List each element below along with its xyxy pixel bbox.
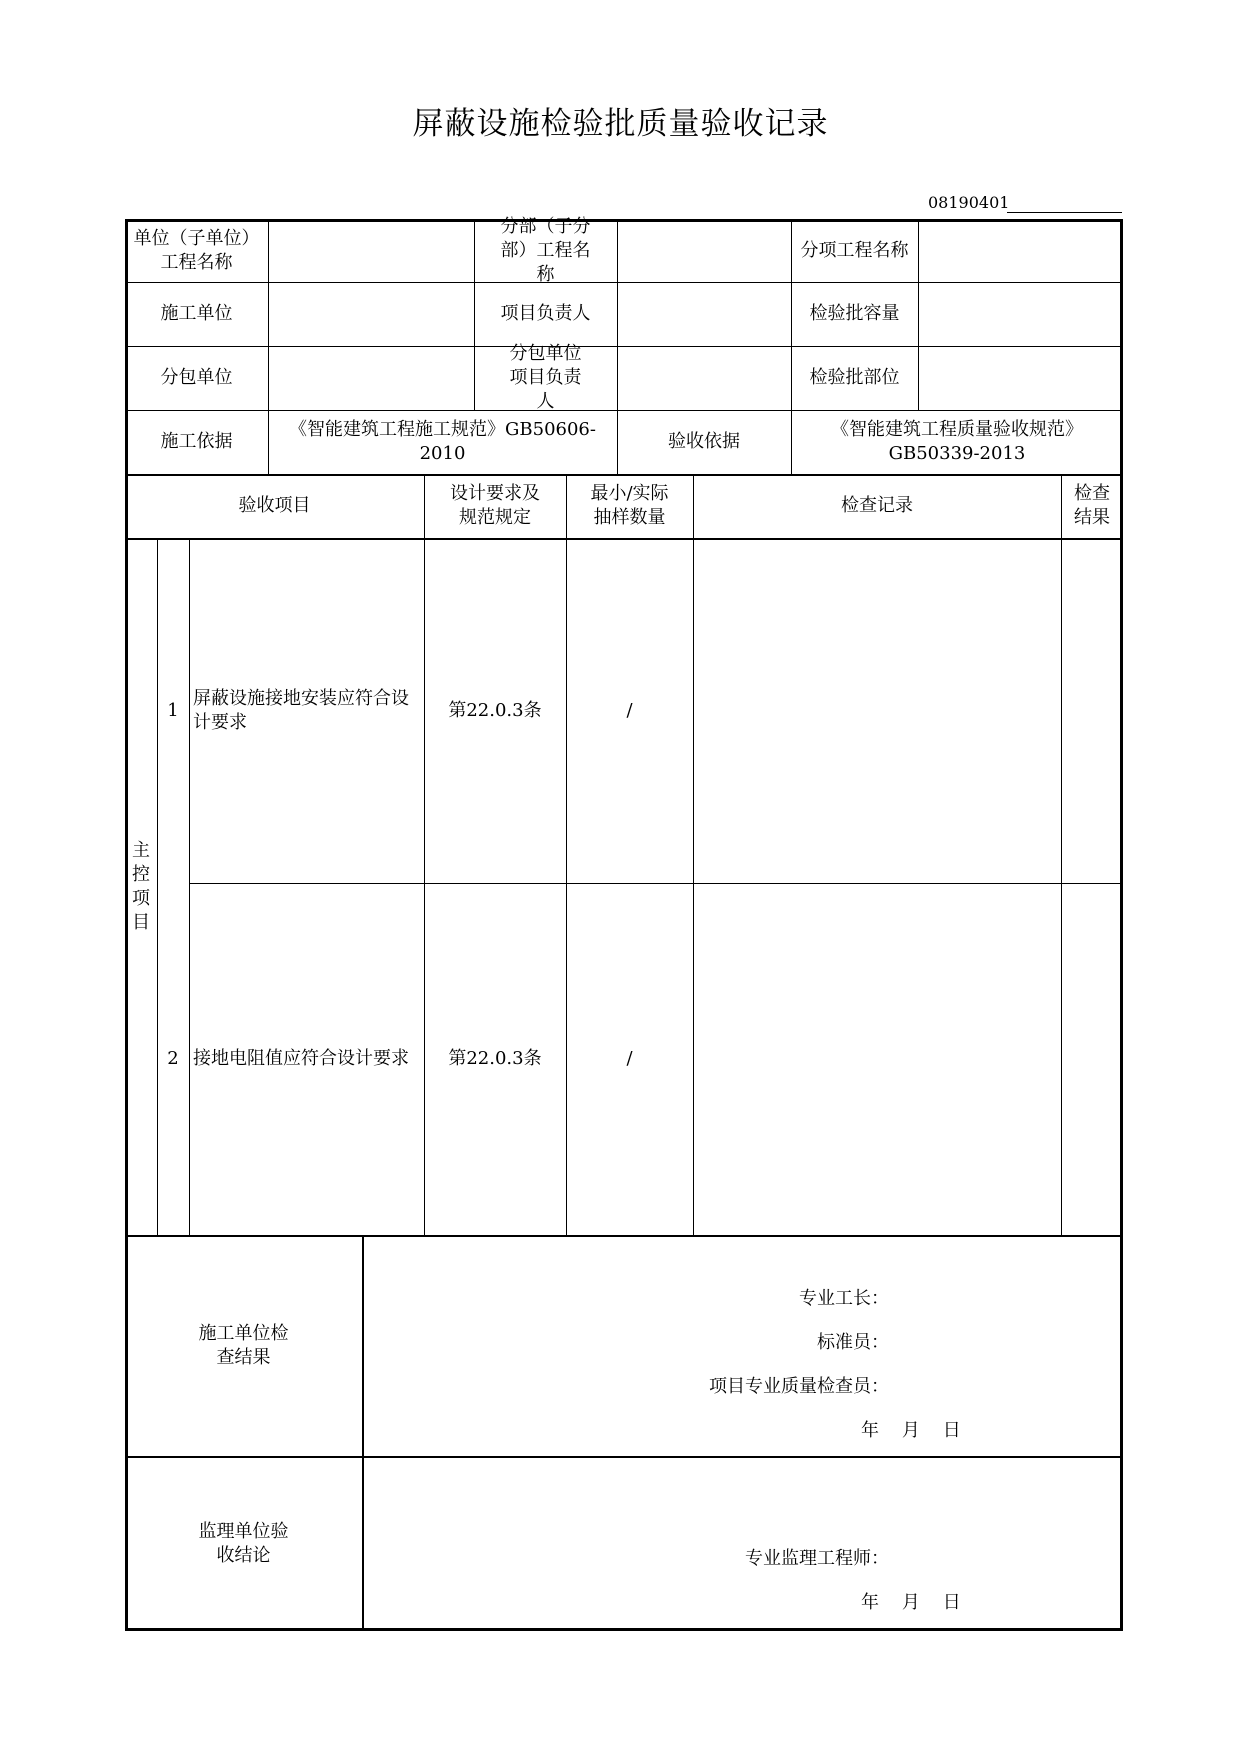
- construction-check-area[interactable]: [362, 1235, 1123, 1456]
- quality-inspector-signature: 项目专业质量检查员：: [709, 1376, 889, 1397]
- main-control-label: 主控项目: [132, 839, 150, 933]
- supervision-area[interactable]: [362, 1456, 1123, 1631]
- inspection-grid: [125, 215, 1123, 1631]
- construction-check-label: 施工单位检查结果: [198, 1322, 289, 1368]
- page-title: 屏蔽设施检验批质量验收记录: [412, 106, 829, 142]
- project-manager-field[interactable]: [617, 282, 791, 346]
- col-header-item: 验收项目: [238, 495, 311, 516]
- division-name-field[interactable]: [617, 219, 791, 282]
- subitem-name-label: 分项工程名称: [800, 239, 909, 261]
- batch-position-label: 检验批部位: [809, 367, 900, 388]
- acceptance-basis-label: 验收依据: [668, 431, 740, 452]
- item-1-sample: /: [626, 699, 633, 721]
- supervision-label: 监理单位验收结论: [198, 1520, 289, 1566]
- item-2-description: 接地电阻值应符合设计要求: [193, 1048, 409, 1069]
- col-header-design: 设计要求及规范规定: [450, 483, 540, 528]
- item-2-record[interactable]: [693, 883, 1061, 1235]
- foreman-signature: 专业工长：: [799, 1288, 889, 1309]
- construction-basis-value: 《智能建筑工程施工规范》GB50606-2010: [289, 419, 596, 464]
- batch-position-field[interactable]: [918, 346, 1123, 410]
- batch-capacity-field[interactable]: [918, 282, 1123, 346]
- contractor-field[interactable]: [268, 282, 474, 346]
- code-underline: [1007, 212, 1122, 213]
- construction-check-date: 年 月 日: [861, 1420, 961, 1441]
- item-2-result[interactable]: [1061, 883, 1123, 1235]
- sub-project-manager-field[interactable]: [617, 346, 791, 410]
- batch-capacity-label: 检验批容量: [809, 303, 900, 324]
- item-2-sample: /: [626, 1048, 633, 1069]
- supervising-engineer-signature: 专业监理工程师：: [745, 1548, 889, 1569]
- item-1-result[interactable]: [1061, 538, 1123, 883]
- item-2-clause: 第22.0.3条: [448, 1048, 542, 1069]
- col-header-record: 检查记录: [841, 495, 913, 516]
- standard-officer-signature: 标准员：: [817, 1332, 889, 1353]
- subcontractor-field[interactable]: [268, 346, 474, 410]
- item-1-number: 1: [167, 699, 179, 721]
- col-header-sample: 最小/实际抽样数量: [590, 483, 669, 528]
- item-1-clause: 第22.0.3条: [448, 699, 542, 721]
- subitem-name-field[interactable]: [918, 219, 1123, 282]
- unit-name-label: 单位（子单位）工程名称: [133, 227, 260, 273]
- sub-project-manager-label: 分包单位项目负责人: [509, 343, 582, 412]
- acceptance-basis-value: 《智能建筑工程质量验收规范》GB50339-2013: [831, 419, 1083, 464]
- item-2-number: 2: [167, 1048, 179, 1069]
- supervision-date: 年 月 日: [861, 1592, 961, 1613]
- division-name-label: 分部（子分部）工程名称: [500, 215, 591, 285]
- form-code: 08190401: [928, 193, 1010, 212]
- construction-basis-label: 施工依据: [160, 431, 233, 452]
- contractor-label: 施工单位: [160, 303, 233, 324]
- item-1-record[interactable]: [693, 538, 1061, 883]
- project-manager-label: 项目负责人: [500, 303, 591, 324]
- col-header-result: 检查结果: [1074, 483, 1110, 528]
- subcontractor-label: 分包单位: [160, 367, 233, 388]
- item-1-description: 屏蔽设施接地安装应符合设计要求: [193, 687, 409, 733]
- unit-name-field[interactable]: [268, 219, 474, 282]
